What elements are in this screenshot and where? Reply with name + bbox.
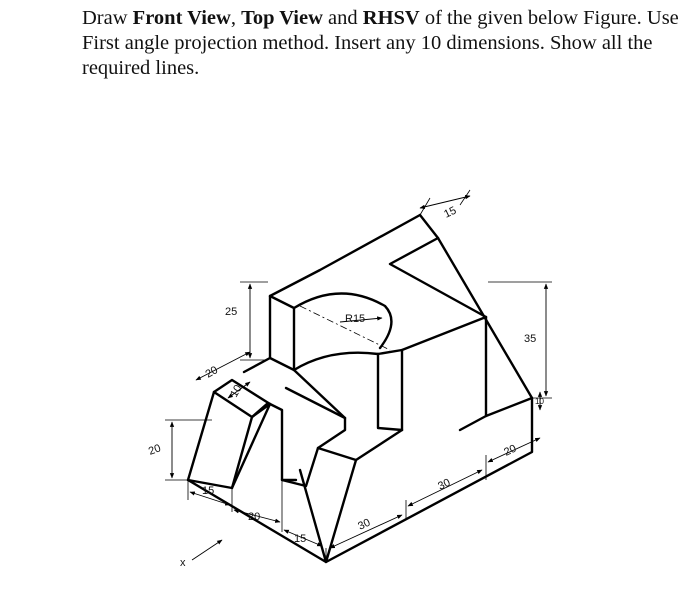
dimension-lines: [165, 190, 552, 562]
dim-20-side: 20: [502, 442, 519, 459]
question-part: and: [322, 7, 363, 29]
top-view-term: Top View: [241, 7, 323, 29]
front-view-term: Front View: [132, 7, 231, 29]
dim-r15: R15: [345, 313, 366, 325]
dim-10-right: 10: [535, 397, 544, 406]
dim-20-slot: 20: [248, 511, 261, 523]
question-part: of the given below Figure. Use First angle projection method. Insert any 10 dimensions. Show all the required lines.: [82, 7, 679, 79]
question-part: ,: [230, 7, 242, 29]
dim-15-base: 15: [202, 485, 215, 497]
dim-20-angle: 20: [203, 364, 221, 381]
dim-10-step: 10: [228, 382, 245, 400]
dim-35: 35: [524, 333, 537, 345]
dim-15-base-2: 15: [294, 533, 307, 545]
question-part: Draw: [82, 7, 133, 29]
dim-20-height: 20: [146, 442, 163, 458]
rhsv-term: RHSV: [362, 7, 420, 29]
dim-30-front: 30: [356, 516, 373, 533]
axis-x-label: x: [180, 557, 186, 569]
dim-30-side: 30: [436, 476, 453, 493]
dim-25: 25: [225, 306, 238, 318]
dim-15-top: 15: [442, 204, 459, 221]
